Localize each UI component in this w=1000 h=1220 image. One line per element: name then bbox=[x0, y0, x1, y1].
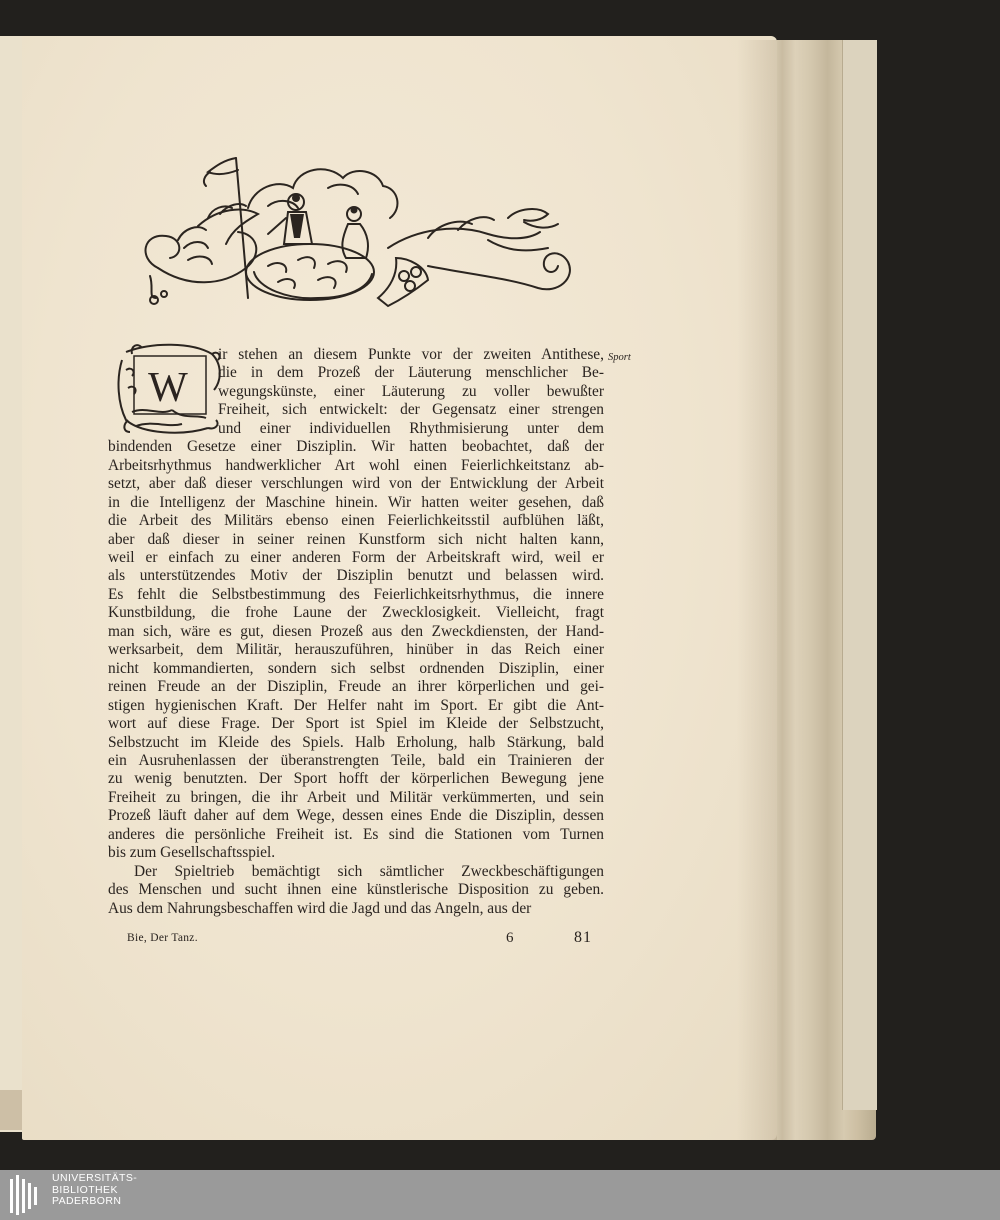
text-line: setzt, aber daß dieser verschlungen wird von der Entwicklung der Arbeit bbox=[108, 475, 604, 493]
library-logo-line: UNIVERSITÄTS- bbox=[52, 1172, 138, 1184]
text-line: reinen Freude an der Disziplin, Freude an ihrer körperlichen und gei- bbox=[108, 678, 604, 696]
library-footer-bar bbox=[0, 1170, 1000, 1220]
signature-title: Bie, Der Tanz. bbox=[127, 932, 198, 944]
text-line: Prozeß läuft daher auf dem Wege, dessen eines Ende die Disziplin, dessen bbox=[108, 807, 604, 825]
body-text bbox=[108, 346, 604, 918]
text-line: ein Ausruhenlassen der überanstrengten Teile, bald ein Trainieren der bbox=[108, 751, 604, 769]
library-logo-icon bbox=[8, 1173, 44, 1217]
text-line: Selbstzucht im Kleide des Spiels. Halb Erholung, halb Stärkung, bald bbox=[108, 733, 604, 751]
text-line: die Arbeit des Militärs ebenso einen Feierlichkeitsstil aufblühen läßt, bbox=[108, 512, 604, 530]
text-line: wegungskünste, einer Läuterung zu voller bewußter bbox=[218, 382, 604, 400]
text-line: Freiheit, sich entwickelt: der Gegensatz einer strengen bbox=[218, 401, 604, 419]
marginal-note: Sport bbox=[608, 352, 631, 363]
text-line: Aus dem Nahrungsbeschaffen wird die Jagd und das Angeln, aus der bbox=[108, 899, 532, 917]
text-line: stigen hygienischen Kraft. Der Helfer naht im Sport. Er gibt die Ant- bbox=[108, 696, 604, 714]
text-line: zu wenig benutzten. Der Sport hofft der körperlichen Bewegung jene bbox=[108, 770, 604, 788]
text-line: bis zum Gesellschaftsspiel. bbox=[108, 844, 276, 862]
text-line: als unterstützendes Motiv der Disziplin benutzt und belassen wird. bbox=[108, 567, 604, 585]
text-line: anderes die persönliche Freiheit ist. Es sind die Stationen vom Turnen bbox=[108, 825, 604, 843]
drop-cap-letter: W bbox=[148, 365, 188, 411]
page-number: 81 bbox=[574, 929, 592, 946]
text-line: Arbeitsrhythmus handwerklicher Art wohl einen Feierlichkeitstanz ab- bbox=[108, 456, 604, 474]
page-gutter-shadow bbox=[737, 40, 777, 1140]
text-line: des Menschen und sucht ihnen eine künstlerische Disposition zu geben. bbox=[108, 881, 604, 899]
library-logo-line: BIBLIOTHEK bbox=[52, 1183, 118, 1196]
text-line: ir stehen an diesem Punkte vor der zweiten Antithese, bbox=[218, 346, 604, 363]
text-line: man sich, wäre es gut, diesen Prozeß aus den Zweckdiensten, der Hand- bbox=[108, 622, 604, 640]
library-logo-line: PADERBORN bbox=[52, 1195, 122, 1207]
signature-mark: 6 bbox=[506, 930, 514, 946]
text-line: aber daß dieser in seiner reinen Kunstform sich nicht halten kann, bbox=[108, 530, 604, 548]
text-line: die in dem Prozeß der Läuterung menschlicher Be- bbox=[218, 364, 604, 382]
text-line: werksarbeit, dem Militär, herauszuführen, hinüber in das Reich einer bbox=[108, 641, 604, 659]
text-line: Der Spieltrieb bemächtigt sich sämtlicher Zweckbeschäftigungen bbox=[134, 862, 604, 880]
text-line: Kunstbildung, die frohe Laune der Zwecklosigkeit. Vielleicht, fragt bbox=[108, 604, 604, 622]
text-line: nicht kommandierten, sondern sich selbst ordnenden Disziplin, einer bbox=[108, 659, 604, 677]
headpiece-ornament-icon bbox=[128, 148, 588, 328]
library-logo-text bbox=[52, 1173, 137, 1208]
text-line: in die Intelligenz der Maschine hinein. Wir hatten weiter gesehen, daß bbox=[108, 493, 604, 511]
text-line: Es fehlt die Selbstbestimmung des Feierlichkeitsrhythmus, die innere bbox=[108, 585, 604, 603]
text-line: Freiheit zu bringen, die ihr Arbeit und Militär verkümmerten, und sein bbox=[108, 788, 604, 806]
text-line: wort auf diese Frage. Der Sport ist Spiel im Kleide der Selbstzucht, bbox=[108, 715, 604, 733]
text-line: bindenden Gesetze einer Disziplin. Wir hatten beobachtet, daß der bbox=[108, 438, 604, 456]
text-line: und einer individuellen Rhythmisierung unter dem bbox=[218, 419, 604, 437]
text-line: weil er einfach zu einer anderen Form der Arbeitskraft wird, weil er bbox=[108, 548, 604, 566]
